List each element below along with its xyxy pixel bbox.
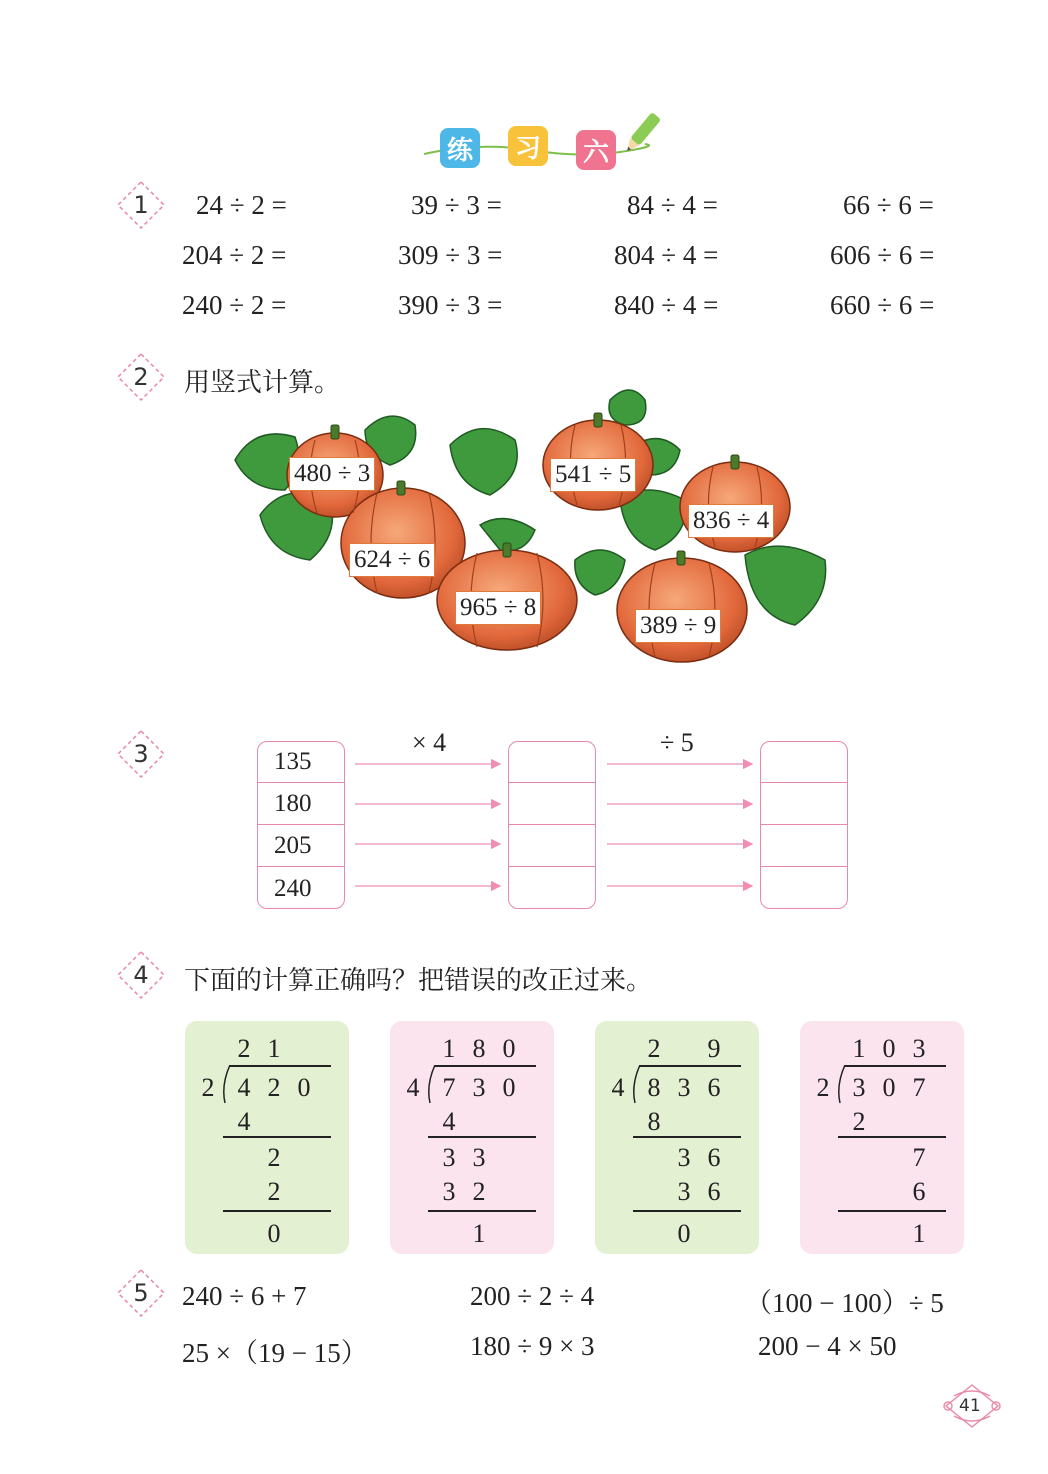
title-char-3: 六 — [576, 130, 616, 170]
quotient-digit: 2 — [237, 1034, 251, 1063]
quotient-digit: 0 — [882, 1034, 896, 1063]
pumpkin-label: 389 ÷ 9 — [635, 609, 721, 643]
quotient-digit: 0 — [502, 1034, 516, 1063]
work-digit: 8 — [647, 1107, 661, 1136]
arrows — [350, 750, 760, 900]
expression: 240 ÷ 6 + 7 — [182, 1281, 307, 1311]
page-number: 41 — [959, 1396, 981, 1416]
work-digit: 7 — [912, 1143, 926, 1172]
divisor: 2 — [201, 1073, 215, 1102]
equation: 24 ÷ 2 = — [196, 190, 287, 220]
dividend-digit: 7 — [912, 1073, 926, 1102]
dividend-digit: 2 — [267, 1073, 281, 1102]
dividend-digit: 0 — [502, 1073, 516, 1102]
work-digit: 6 — [707, 1177, 721, 1206]
equation: 804 ÷ 4 = — [614, 240, 719, 270]
divisor: 4 — [406, 1073, 420, 1102]
quotient-digit: 9 — [707, 1034, 721, 1063]
equation: 390 ÷ 3 = — [398, 290, 503, 320]
input-column — [257, 741, 345, 909]
equation: 204 ÷ 2 = — [182, 240, 287, 270]
expression: 200 − 4 × 50 — [758, 1331, 897, 1361]
equation: 660 ÷ 6 = — [830, 290, 935, 320]
dividend-digit: 0 — [297, 1073, 311, 1102]
equation: 240 ÷ 2 = — [182, 290, 287, 320]
equation: 840 ÷ 4 = — [614, 290, 719, 320]
quotient-digit: 1 — [442, 1034, 456, 1063]
input-value: 180 — [258, 784, 344, 825]
title-char-1: 练 — [440, 128, 480, 168]
input-value: 240 — [274, 874, 312, 902]
answer-cell[interactable] — [761, 868, 847, 909]
quotient-digit: 1 — [267, 1034, 281, 1063]
pumpkin-label: 965 ÷ 8 — [455, 591, 541, 625]
expression: 180 ÷ 9 × 3 — [470, 1331, 595, 1361]
dividend-digit: 8 — [647, 1073, 661, 1102]
operation-divide: ÷ 5 — [660, 728, 694, 757]
section-5-number: 5 — [116, 1268, 166, 1318]
dividend-digit: 3 — [472, 1073, 486, 1102]
answer-column-2 — [760, 741, 848, 909]
section-4-prompt: 下面的计算正确吗？把错误的改正过来。 — [184, 966, 653, 996]
answer-cell[interactable] — [761, 826, 847, 867]
dividend-digit: 3 — [852, 1073, 866, 1102]
quotient-digit: 2 — [647, 1034, 661, 1063]
section-1-number: 1 — [116, 180, 166, 230]
answer-cell[interactable] — [761, 784, 847, 825]
equation: 606 ÷ 6 = — [830, 240, 935, 270]
equation: 309 ÷ 3 = — [398, 240, 503, 270]
work-digit: 3 — [677, 1143, 691, 1172]
work-digit: 4 — [442, 1107, 456, 1136]
equation: 84 ÷ 4 = — [627, 190, 718, 220]
dividend-digit: 0 — [882, 1073, 896, 1102]
exercise-title — [420, 112, 690, 182]
quotient-digit: 1 — [852, 1034, 866, 1063]
divisor: 4 — [611, 1073, 625, 1102]
work-digit: 1 — [912, 1219, 926, 1248]
expression: （100 − 100）÷ 5 — [745, 1288, 944, 1318]
work-digit: 0 — [677, 1219, 691, 1248]
input-value: 135 — [258, 742, 344, 783]
quotient-digit: 3 — [912, 1034, 926, 1063]
answer-cell[interactable] — [761, 742, 847, 783]
dividend-digit: 7 — [442, 1073, 456, 1102]
equation: 39 ÷ 3 = — [411, 190, 502, 220]
pumpkin-label: 480 ÷ 3 — [289, 457, 375, 491]
expression: 200 ÷ 2 ÷ 4 — [470, 1281, 595, 1311]
work-digit: 6 — [912, 1177, 926, 1206]
equation: 66 ÷ 6 = — [843, 190, 934, 220]
section-2-prompt: 用竖式计算。 — [184, 368, 341, 398]
dividend-digit: 6 — [707, 1073, 721, 1102]
expression: 25 ×（19 − 15） — [182, 1338, 368, 1368]
quotient-digit: 8 — [472, 1034, 486, 1063]
work-digit: 3 — [677, 1177, 691, 1206]
pumpkin-label: 836 ÷ 4 — [688, 504, 774, 538]
divisor: 2 — [816, 1073, 830, 1102]
operation-multiply: × 4 — [412, 728, 447, 757]
division-card-3 — [595, 1021, 759, 1254]
work-digit: 2 — [267, 1143, 281, 1172]
work-digit: 3 — [442, 1177, 456, 1206]
section-2-number: 2 — [116, 352, 166, 402]
work-digit: 6 — [707, 1143, 721, 1172]
work-digit: 0 — [267, 1219, 281, 1248]
work-digit: 4 — [237, 1107, 251, 1136]
work-digit: 2 — [852, 1107, 866, 1136]
work-digit: 3 — [472, 1143, 486, 1172]
dividend-digit: 3 — [677, 1073, 691, 1102]
division-card-4 — [800, 1021, 964, 1254]
pumpkin-label: 624 ÷ 6 — [349, 543, 435, 577]
input-value: 205 — [258, 826, 344, 867]
dividend-digit: 4 — [237, 1073, 251, 1102]
work-digit: 1 — [472, 1219, 486, 1248]
pumpkin-label: 541 ÷ 5 — [550, 458, 636, 492]
work-digit: 2 — [267, 1177, 281, 1206]
work-digit: 3 — [442, 1143, 456, 1172]
section-4-number: 4 — [116, 950, 166, 1000]
division-card-1 — [185, 1021, 349, 1254]
division-card-2 — [390, 1021, 554, 1254]
title-char-2: 习 — [508, 126, 548, 166]
work-digit: 2 — [472, 1177, 486, 1206]
section-3-number: 3 — [116, 729, 166, 779]
